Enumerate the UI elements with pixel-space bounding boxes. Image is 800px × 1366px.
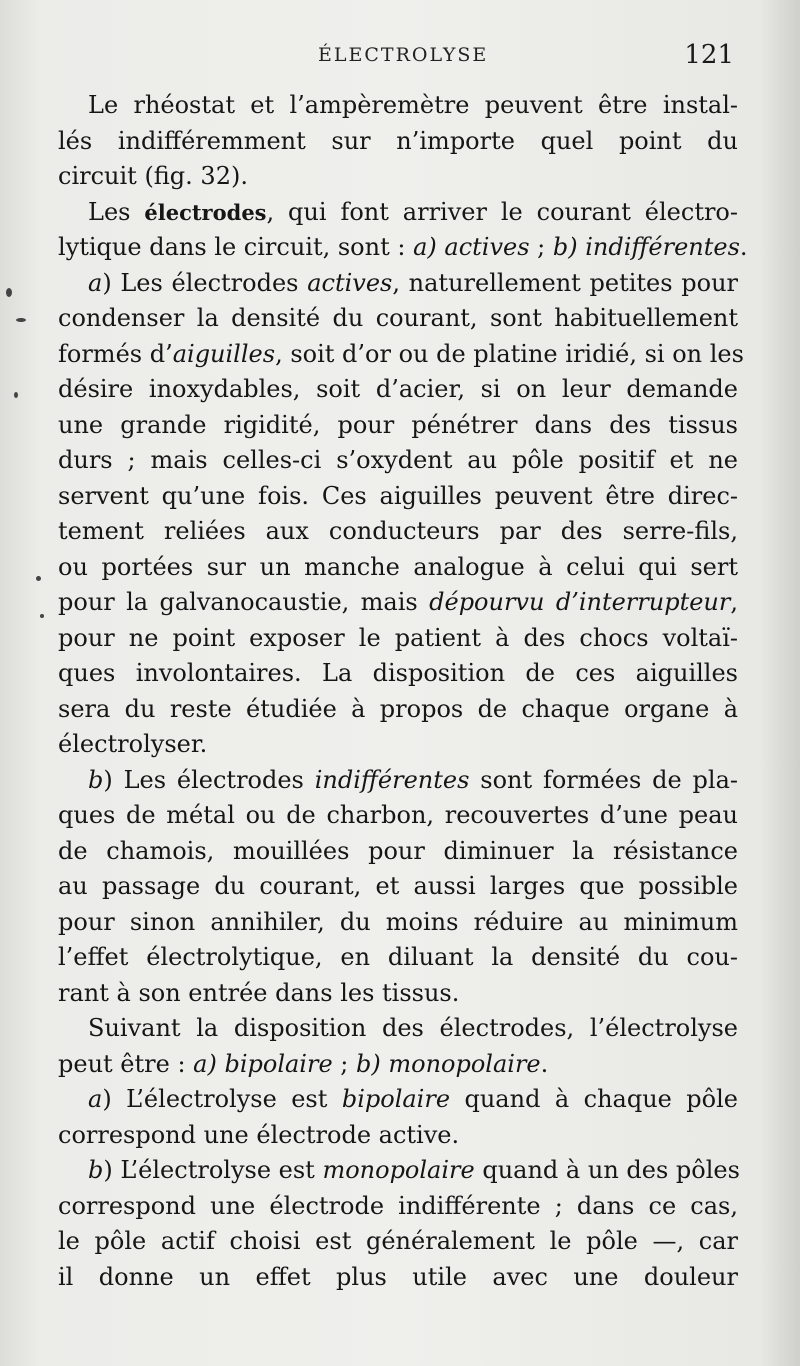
text-line	[58, 479, 738, 515]
text-run: Suivant la disposition des électrodes, l’électrolyse	[88, 1014, 738, 1042]
text-run: lytique dans le circuit, sont :	[58, 233, 414, 261]
text-run: peut être :	[58, 1049, 194, 1078]
text-line	[58, 301, 738, 337]
text-run: lés indifféremment sur n’importe quel point du	[58, 126, 738, 155]
text-line	[58, 585, 738, 621]
text-run: .	[540, 1049, 549, 1078]
text-run: Les	[88, 197, 145, 226]
text-run: le pôle actif choisi est généralement le pôle —, car	[58, 1227, 738, 1255]
text-run: il donne un effet plus utile avec une douleur	[58, 1262, 738, 1291]
text-line	[58, 621, 738, 657]
page-header	[0, 40, 800, 74]
text-run: pour la galvanocaustie, mais	[58, 588, 430, 616]
text-run: quand à un des pôles	[474, 1156, 740, 1184]
italic-term: b) indifférentes	[552, 233, 740, 261]
italic-term: indifférentes	[314, 765, 470, 794]
text-run: ques de métal ou de charbon, recouvertes d’une peau	[58, 801, 738, 829]
text-run: désire inoxydables, soit d’acier, si on leur demande	[58, 375, 738, 403]
text-line	[58, 692, 738, 728]
text-line	[58, 1224, 738, 1260]
text-line	[58, 372, 738, 408]
text-line	[58, 940, 738, 976]
italic-term: b	[88, 1156, 104, 1184]
text-line	[58, 1047, 738, 1083]
italic-term: monopolaire	[322, 1156, 475, 1184]
text-line	[58, 550, 738, 586]
text-line	[58, 976, 738, 1012]
text-line	[58, 1082, 738, 1118]
text-run: ) L’électrolyse est	[102, 1085, 342, 1113]
text-run: Le rhéostat et l’ampèremètre peuvent être instal-	[88, 91, 738, 119]
text-run: sera du reste étudiée à propos de chaque organe à	[58, 694, 738, 723]
ink-speck	[16, 318, 26, 322]
text-run: pour ne point exposer le patient à des chocs voltaï-	[58, 623, 738, 652]
italic-term: b) monopolaire	[356, 1049, 541, 1078]
text-line	[58, 1011, 738, 1047]
text-line	[58, 337, 744, 373]
text-run: ques involontaires. La disposition de ces aiguilles	[58, 659, 738, 687]
text-line	[58, 159, 738, 195]
ink-speck	[36, 576, 41, 581]
text-run: pour sinon annihiler, du moins réduire au minimum	[58, 907, 738, 936]
text-run: , naturellement petites pour	[392, 268, 738, 297]
text-run: tement reliées aux conducteurs par des serre-fils,	[58, 517, 738, 545]
text-run: ,	[730, 588, 738, 616]
text-line	[58, 514, 738, 550]
text-run: circuit (fig. 32).	[58, 162, 248, 190]
text-line	[58, 1260, 738, 1296]
text-line	[58, 1189, 738, 1225]
text-run: sont formées de pla-	[469, 765, 738, 794]
italic-term: a) actives	[413, 233, 530, 261]
text-run: correspond une électrode indifférente ; dans ce cas,	[58, 1191, 738, 1220]
text-line	[58, 408, 738, 444]
ink-speck	[40, 614, 44, 618]
text-run: .	[739, 233, 748, 261]
italic-term: dépourvu d’interrupteur	[429, 588, 731, 616]
italic-term: a	[88, 1085, 103, 1113]
italic-term: actives	[307, 268, 393, 297]
text-line	[58, 656, 738, 692]
text-line	[58, 727, 738, 763]
ink-speck	[14, 392, 18, 398]
italic-term: b	[88, 765, 104, 794]
text-run: de chamois, mouillées pour diminuer la résistance	[58, 836, 738, 865]
text-line	[58, 869, 738, 905]
text-run: quand à chaque pôle	[450, 1085, 738, 1113]
running-head: ÉLECTROLYSE	[318, 44, 489, 66]
text-line	[58, 195, 738, 231]
italic-term: a) bipolaire	[193, 1049, 333, 1078]
text-line	[58, 88, 738, 124]
text-run: ;	[529, 233, 553, 261]
text-line	[58, 763, 738, 799]
text-line	[58, 1118, 738, 1154]
italic-term: aiguilles	[172, 339, 276, 368]
text-line	[58, 834, 738, 870]
text-run: ou portées sur un manche analogue à celui qui sert	[58, 552, 738, 581]
text-run: durs ; mais celles-ci s’oxydent au pôle positif et ne	[58, 446, 738, 474]
text-run: l’effet électrolytique, en diluant la densité du cou-	[58, 943, 738, 971]
text-line	[58, 443, 738, 479]
ink-speck	[6, 288, 12, 297]
text-line	[58, 905, 738, 941]
text-run: servent qu’une fois. Ces aiguilles peuvent être direc-	[58, 481, 738, 510]
text-run: ) L’électrolyse est	[103, 1156, 323, 1184]
text-run: au passage du courant, et aussi larges que possible	[58, 872, 738, 900]
bold-term: électrodes	[144, 199, 267, 225]
text-run: rant à son entrée dans les tissus.	[58, 978, 460, 1007]
text-line	[58, 1153, 738, 1189]
text-run: condenser la densité du courant, sont habituellement	[58, 304, 738, 332]
text-line	[58, 798, 738, 834]
italic-term: bipolaire	[341, 1085, 451, 1113]
text-line	[58, 230, 748, 266]
text-run: , qui font arriver le courant électro-	[266, 197, 738, 226]
italic-term: a	[88, 268, 103, 297]
text-run: ) Les électrodes	[102, 268, 308, 297]
text-run: une grande rigidité, pour pénétrer dans des tissus	[58, 410, 738, 439]
text-run: ;	[332, 1049, 357, 1078]
text-line	[58, 266, 738, 302]
text-run: ) Les électrodes	[103, 765, 315, 794]
text-line	[58, 124, 738, 160]
text-run: formés d’	[58, 339, 173, 368]
text-run: correspond une électrode active.	[58, 1120, 460, 1149]
body-text	[58, 88, 748, 1295]
page-number: 121	[684, 40, 734, 70]
text-run: électrolyser.	[58, 730, 208, 758]
text-run: , soit d’or ou de platine iridié, si on les	[275, 339, 744, 368]
